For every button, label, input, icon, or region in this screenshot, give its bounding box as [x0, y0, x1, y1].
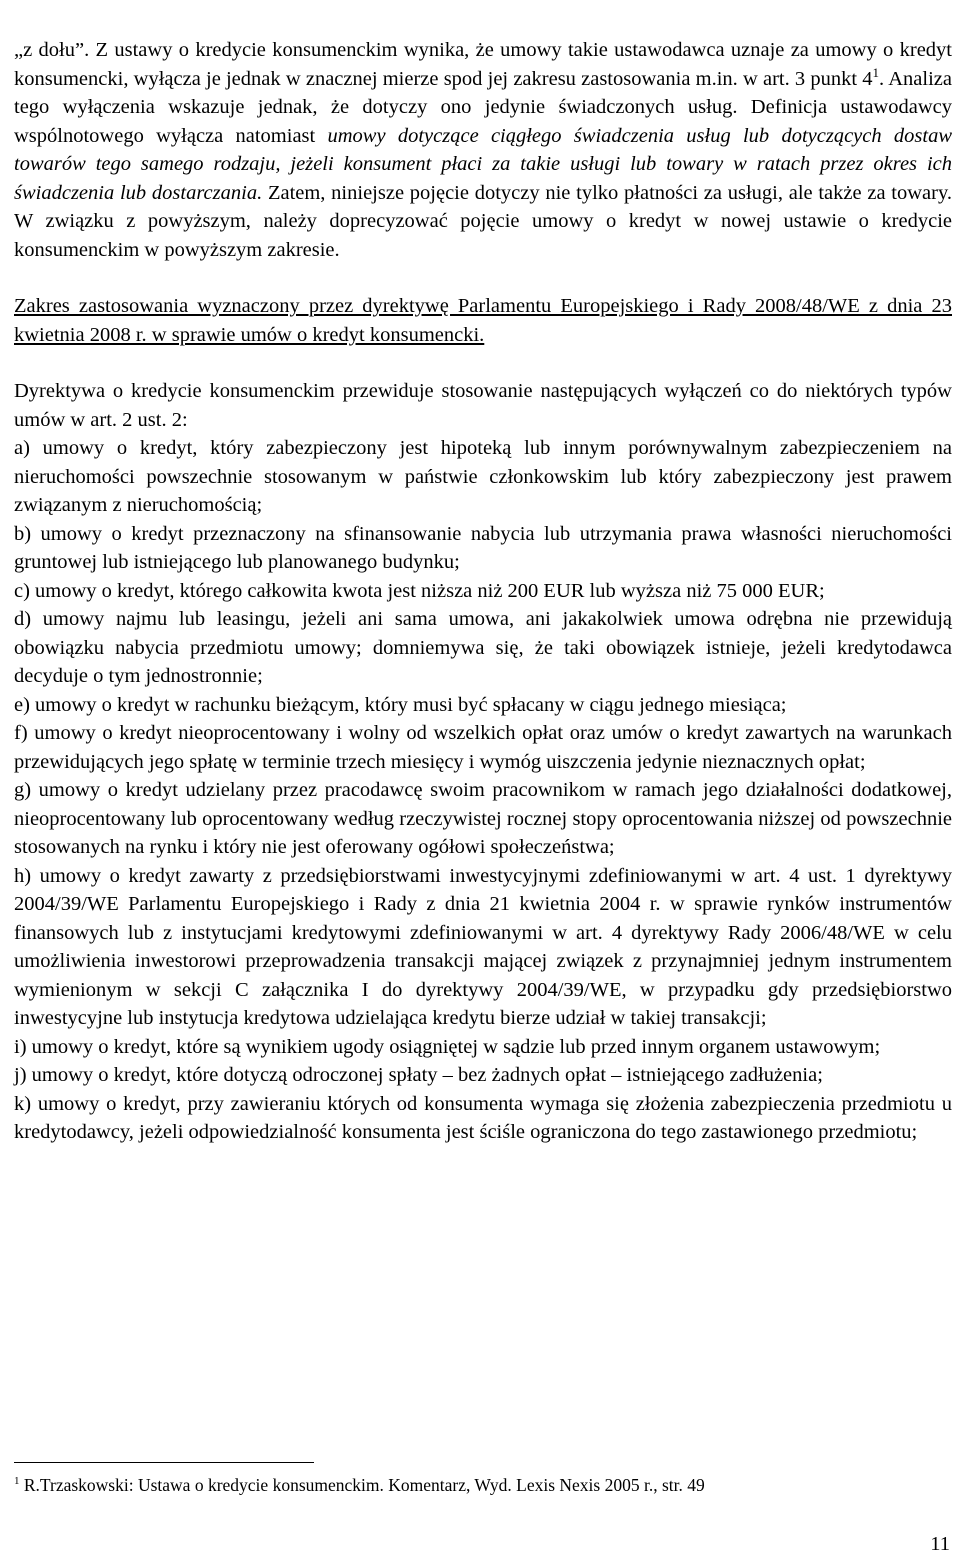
exclusions-list	[14, 434, 952, 1147]
list-item: c) umowy o kredyt, którego całkowita kwota jest niższa niż 200 EUR lub wyższa niż 75 000 EUR;	[14, 579, 825, 602]
list-item: i) umowy o kredyt, które są wynikiem ugody osiągniętej w sądzie lub przed innym organem ustawowym;	[14, 1035, 881, 1058]
footnote-text: R.Trzaskowski: Ustawa o kredycie konsumenckim. Komentarz, Wyd. Lexis Nexis 2005 r., str. 49	[19, 1475, 705, 1495]
intro-text-1: „z dołu”. Z ustawy o kredycie konsumenckim wynika, że umowy takie ustawodawca uznaje za umowy o kredyt konsumencki, wyłącza je jednak w znacznej mierze spod jej zakresu zastosowania m.in. w art. 3 punkt 4	[14, 39, 952, 90]
footnote-reference[interactable]: 1	[872, 64, 880, 80]
list-item: f) umowy o kredyt nieoprocentowany i wolny od wszelkich opłat oraz umów o kredyt zawartych na warunkach przewidujących jego spłatę w terminie trzech miesięcy i wymóg uiszczenia jedynie nieznacznych opłat;	[14, 722, 952, 773]
definition-quote: umowy dotyczące ciągłego świadczenia usług lub dotyczących dostaw towarów tego samego rodzaju, jeżeli konsument płaci za takie usługi lub towary w ratach przez okres ich świadczenia lub dostarczania.	[14, 124, 952, 204]
intro-text-2: . Analiza tego wyłączenia wskazuje jednak, że dotyczy ono jedynie świadczonych usług. Definicja ustawodawcy wspólnotowego wyłącza natomiast	[14, 67, 952, 147]
list-item: a) umowy o kredyt, który zabezpieczony jest hipoteką lub innym porównywalnym zabezpieczeniem na nieruchomości powszechnie stosowanym w państwie członkowskim lub który zabezpieczony jest prawem związanym z nieruchomością;	[14, 437, 952, 516]
intro-text-3: Zatem, niniejsze pojęcie dotyczy nie tylko płatności za usługi, ale także za towary. W związku z powyższym, należy doprecyzować pojęcie umowy o kredyt w nowej ustawie o kredycie konsumenckim w powyższym zakresie.	[14, 181, 953, 261]
list-item: b) umowy o kredyt przeznaczony na sfinansowanie nabycia lub utrzymania prawa własności nieruchomości gruntowej lub istniejącego lub planowanego budynku;	[14, 522, 952, 573]
footnote	[14, 1473, 952, 1497]
footnote-separator	[14, 1462, 314, 1463]
page-number: 11	[930, 1533, 950, 1555]
list-item: j) umowy o kredyt, które dotyczą odroczonej spłaty – bez żadnych opłat – istniejącego zadłużenia;	[14, 1064, 823, 1086]
document-body	[14, 36, 952, 1147]
list-item: g) umowy o kredyt udzielany przez pracodawcę swoim pracownikom w ramach jego działalności dodatkowej, nieoprocentowany lub oprocentowany według rzeczywistej rocznej stopy oprocentowania niższej od powszechnie stosowanych na rynku i który nie jest oferowany ogółowi społeczeństwa;	[14, 779, 952, 858]
list-item: h) umowy o kredyt zawarty z przedsiębiorstwami inwestycyjnymi zdefiniowanymi w art. 4 ust. 1 dyrektywy 2004/39/WE Parlamentu Europejskiego i Rady z dnia 21 kwietnia 2004 r. w sprawie rynków instrumentów finansowych lub z instytucjami kredytowymi zdefiniowanymi w art. 4 dyrektywy Rady 2006/48/WE w celu umożliwienia inwestorowi przeprowadzenia transakcji mającej związek z przynajmniej jednym instrumentem wymienionym w sekcji C załącznika I do dyrektywy 2004/39/WE, w przypadku gdy przedsiębiorstwo inwestycyjne lub instytucja kredytowa udzielająca kredytu bierze udział w takiej transakcji;	[14, 864, 952, 1029]
section-heading: Zakres zastosowania wyznaczony przez dyrektywę Parlamentu Europejskiego i Rady 2008/48/WE z dnia 23 kwietnia 2008 r. w sprawie umów o kredyt konsumencki.	[14, 295, 952, 346]
intro-paragraph	[14, 36, 952, 264]
list-item: e) umowy o kredyt w rachunku bieżącym, który musi być spłacany w ciągu jednego miesiąca;	[14, 693, 787, 716]
footnote-marker: 1	[14, 1475, 20, 1488]
directive-intro: Dyrektywa o kredycie konsumenckim przewiduje stosowanie następujących wyłączeń co do niektórych typów umów w art. 2 ust. 2:	[14, 380, 952, 431]
list-item: k) umowy o kredyt, przy zawieraniu których od konsumenta wymaga się złożenia zabezpieczenia przedmiotu u kredytodawcy, jeżeli odpowiedzialność konsumenta jest ściśle ograniczona do tego zastawionego przedmiotu;	[14, 1092, 952, 1143]
list-item: d) umowy najmu lub leasingu, jeżeli ani sama umowa, ani jakakolwiek umowa odrębna nie przewidują obowiązku nabycia przedmiotu umowy; domniemywa się, że taki obowiązek istnieje, jeżeli kredytodawca decyduje o tym jednostronnie;	[14, 608, 952, 687]
